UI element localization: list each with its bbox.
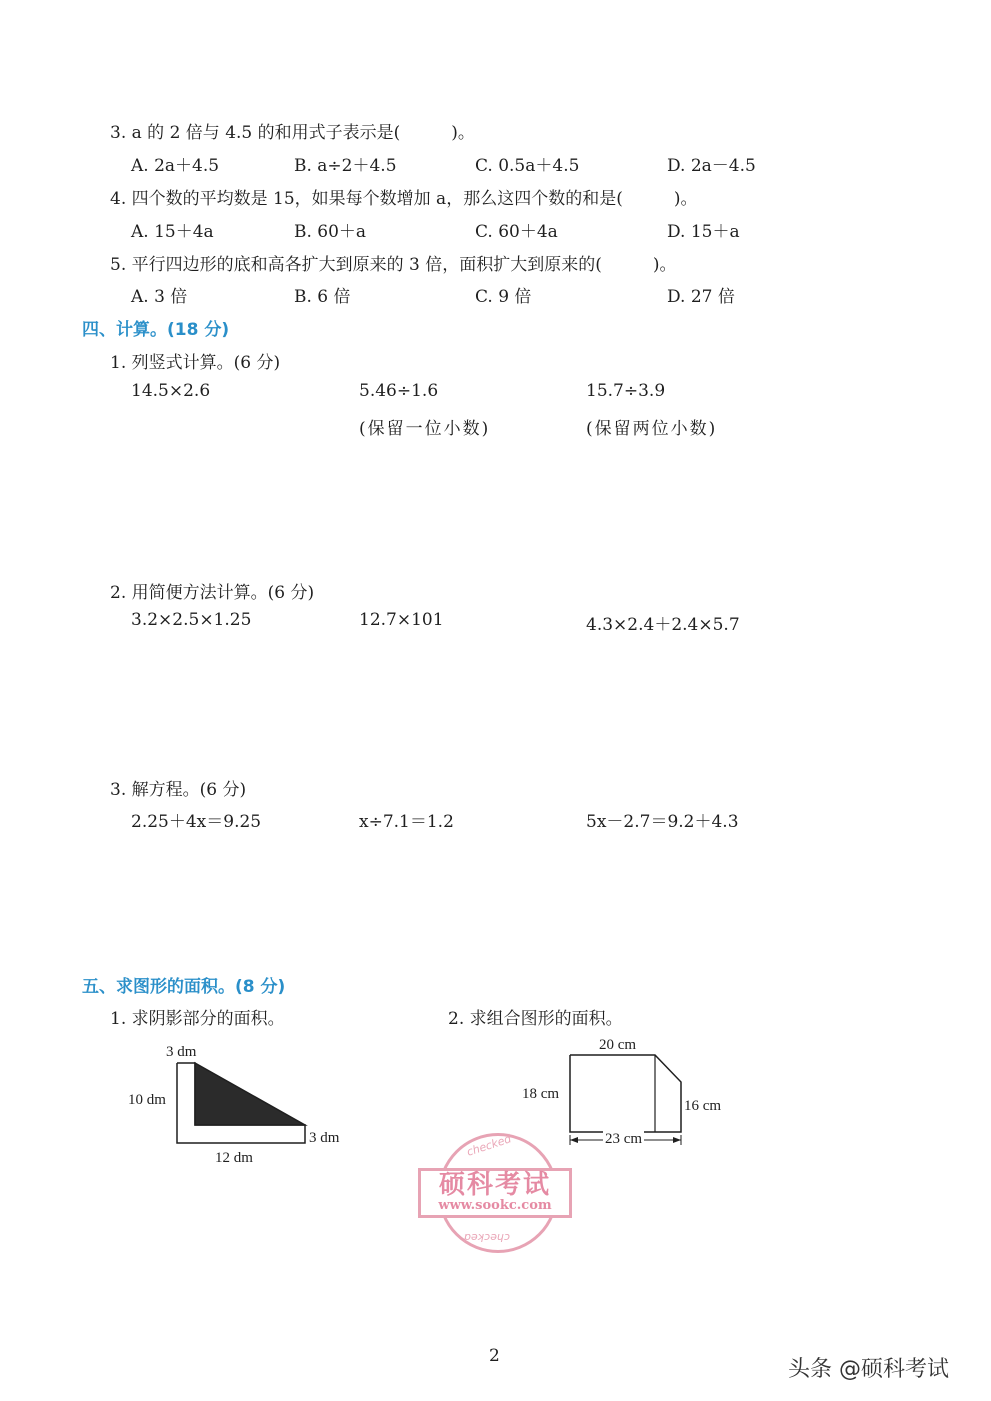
fig2-label-top: 20 cm bbox=[599, 1037, 637, 1053]
q4-option-b: B. 60＋a bbox=[294, 222, 367, 242]
fig2-label-left: 18 cm bbox=[522, 1086, 560, 1102]
q4-option-d: D. 15＋a bbox=[667, 222, 740, 242]
fig2-label-right: 16 cm bbox=[684, 1098, 722, 1114]
arrow-right bbox=[673, 1137, 681, 1143]
q5-option-a: A. 3 倍 bbox=[131, 287, 188, 307]
vertical-calc-3-note: (保留两位小数) bbox=[586, 419, 718, 439]
question-5-stem: 5. 平行四边形的底和高各扩大到原来的 3 倍，面积扩大到原来的( )。 bbox=[110, 255, 677, 275]
shaded-triangle bbox=[195, 1063, 305, 1125]
q4-option-c: C. 60＋4a bbox=[475, 222, 558, 242]
vertical-calc-3: 15.7÷3.9 bbox=[586, 381, 666, 401]
section-5-sub1-title: 1. 求阴影部分的面积。 bbox=[110, 1009, 285, 1029]
checked-stamp bbox=[418, 1133, 578, 1258]
section-5-sub2-title: 2. 求组合图形的面积。 bbox=[448, 1009, 623, 1029]
watermark: 头条 @硕科考试 bbox=[788, 1357, 949, 1382]
q5-option-d: D. 27 倍 bbox=[667, 287, 735, 307]
q3-option-b: B. a÷2＋4.5 bbox=[294, 156, 397, 176]
simplify-calc-2: 12.7×101 bbox=[359, 610, 444, 630]
stamp-main-text: 硕科考试 bbox=[438, 1170, 551, 1200]
q5-option-c: C. 9 倍 bbox=[475, 287, 532, 307]
q5-option-b: B. 6 倍 bbox=[294, 287, 351, 307]
section-4-title: 四、计算。(18 分) bbox=[82, 320, 230, 340]
stamp-url: www.sookc.com bbox=[438, 1198, 552, 1213]
stamp-arc-bottom: checked bbox=[464, 1231, 510, 1244]
vertical-calc-1: 14.5×2.6 bbox=[131, 381, 211, 401]
page-number: 2 bbox=[489, 1346, 500, 1366]
equation-1: 2.25＋4x＝9.25 bbox=[131, 812, 262, 832]
fig1-label-left: 10 dm bbox=[128, 1092, 166, 1108]
fig2-label-bottom: 23 cm bbox=[605, 1131, 643, 1147]
q4-option-a: A. 15＋4a bbox=[131, 222, 214, 242]
equation-2: x÷7.1＝1.2 bbox=[359, 812, 454, 832]
fig1-label-right: 3 dm bbox=[309, 1130, 340, 1146]
composite-outline bbox=[570, 1055, 681, 1132]
q3-option-a: A. 2a＋4.5 bbox=[131, 156, 220, 176]
stamp-band bbox=[418, 1168, 572, 1218]
section-4-sub3-title: 3. 解方程。(6 分) bbox=[110, 780, 247, 800]
simplify-calc-1: 3.2×2.5×1.25 bbox=[131, 610, 252, 630]
vertical-calc-2: 5.46÷1.6 bbox=[359, 381, 439, 401]
question-4-stem: 4. 四个数的平均数是 15，如果每个数增加 a，那么这四个数的和是( )。 bbox=[110, 189, 698, 209]
simplify-calc-3: 4.3×2.4＋2.4×5.7 bbox=[586, 615, 740, 635]
question-3-stem: 3. a 的 2 倍与 4.5 的和用式子表示是( )。 bbox=[110, 123, 475, 143]
fig1-label-bottom: 12 dm bbox=[215, 1150, 253, 1166]
q3-option-d: D. 2a－4.5 bbox=[667, 156, 756, 176]
fig1-label-top: 3 dm bbox=[166, 1044, 197, 1060]
section-5-title: 五、求图形的面积。(8 分) bbox=[82, 977, 286, 997]
vertical-calc-2-note: (保留一位小数) bbox=[359, 419, 491, 439]
section-4-sub1-title: 1. 列竖式计算。(6 分) bbox=[110, 353, 281, 373]
q3-option-c: C. 0.5a＋4.5 bbox=[475, 156, 580, 176]
equation-3: 5x－2.7＝9.2＋4.3 bbox=[586, 812, 739, 832]
stamp-arc-top: checked bbox=[465, 1132, 513, 1159]
section-4-sub2-title: 2. 用简便方法计算。(6 分) bbox=[110, 583, 315, 603]
